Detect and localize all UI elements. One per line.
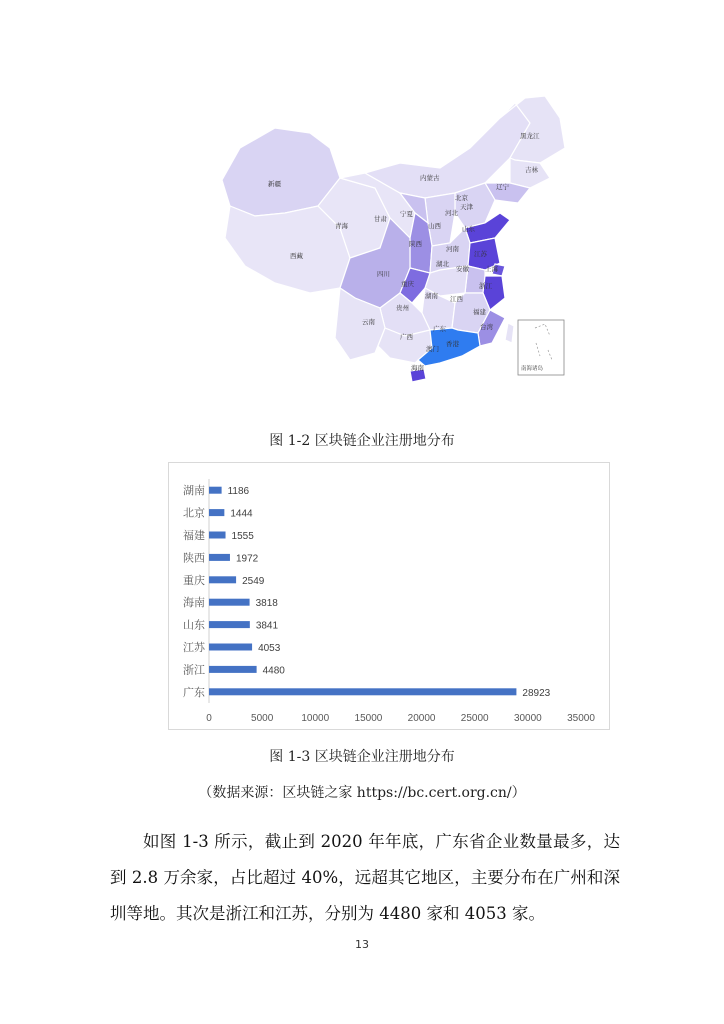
label-yunnan: 云南 (362, 318, 375, 326)
label-shanghai: 上海 (485, 265, 498, 273)
label-nanhai: 南海诸岛 (521, 366, 544, 372)
category-label: 北京 (183, 506, 205, 520)
data-label: 1444 (230, 508, 253, 520)
label-jiangxi: 江西 (450, 295, 463, 303)
label-liaoning: 辽宁 (496, 183, 509, 191)
label-beijing: 北京 (455, 194, 468, 202)
label-chongqing: 重庆 (401, 280, 414, 288)
category-label: 浙江 (183, 663, 205, 677)
label-neimenggu: 内蒙古 (420, 174, 440, 182)
data-label: 1186 (227, 486, 250, 498)
label-xianggang: 香港 (446, 340, 459, 348)
label-shaanxi: 陕西 (409, 240, 422, 248)
x-tick-label: 35000 (567, 713, 595, 724)
x-tick-label: 30000 (513, 713, 542, 724)
label-hunan: 湖南 (425, 292, 438, 300)
label-guizhou: 贵州 (396, 304, 409, 312)
bar (209, 599, 250, 606)
x-tick-label: 5000 (251, 713, 274, 724)
china-map (200, 88, 580, 383)
category-label: 海南 (183, 596, 205, 610)
data-label: 2549 (242, 575, 265, 587)
x-tick-label: 15000 (354, 713, 383, 724)
region-taiwan (505, 323, 514, 343)
bar-chart (168, 462, 610, 730)
label-henan: 河南 (446, 245, 459, 253)
category-label: 山东 (183, 618, 205, 632)
page-number: 13 (355, 938, 369, 951)
category-label: 陕西 (183, 551, 205, 565)
label-heilongjiang: 黑龙江 (520, 132, 540, 140)
label-guangxi: 广西 (400, 333, 413, 341)
data-label: 3841 (255, 620, 279, 632)
bar-chart-svg (169, 463, 609, 729)
x-tick-label: 20000 (407, 713, 436, 724)
bar (209, 532, 226, 539)
label-gansu: 甘肃 (374, 215, 387, 223)
bar (209, 666, 257, 673)
label-jiangsu: 江苏 (474, 250, 487, 258)
data-source: （数据来源：区块链之家 https://bc.cert.org.cn/） (198, 785, 526, 801)
label-zhejiang: 浙江 (479, 282, 492, 290)
label-aomen: 澳门 (426, 345, 439, 353)
label-taiwan: 台湾 (480, 323, 493, 331)
data-label: 4053 (258, 643, 281, 654)
x-tick-label: 0 (206, 713, 212, 724)
paragraph-text: 如图 1-3 所示，截止到 2020 年年底，广东省企业数量最多，达到 2.8 万余家，占比超过 40%，远超其它地区，主要分布在广州和深圳等地。其次是浙江和江苏，分别为 4480 家和 4053 家。 (110, 832, 620, 923)
label-ningxia: 宁夏 (400, 210, 413, 218)
data-label: 1972 (235, 553, 259, 565)
bar (209, 688, 516, 695)
figure-1-3-caption: 图 1-3 区块链企业注册地分布 (269, 749, 455, 765)
bar (209, 621, 250, 628)
data-label: 28923 (522, 687, 551, 699)
category-label: 江苏 (183, 641, 205, 654)
data-label: 4480 (262, 665, 285, 677)
figure-1-2-caption: 图 1-2 区块链企业注册地分布 (269, 433, 455, 449)
label-shanxi: 山西 (428, 222, 441, 230)
label-qinghai: 青海 (335, 222, 348, 230)
bar (209, 644, 252, 651)
label-sichuan: 四川 (377, 270, 390, 278)
category-label: 福建 (183, 529, 205, 542)
data-label: 1555 (231, 531, 254, 542)
bar (209, 554, 230, 561)
category-label: 广东 (183, 685, 205, 699)
x-tick-label: 10000 (301, 713, 330, 724)
x-tick-label: 25000 (460, 713, 489, 724)
category-label: 重庆 (183, 573, 205, 587)
label-guangdong: 广东 (433, 325, 446, 333)
bar (209, 509, 224, 516)
bar (209, 487, 222, 494)
data-label: 3818 (255, 598, 278, 610)
label-shandong: 山东 (462, 225, 475, 233)
label-xinjiang: 新疆 (268, 180, 281, 188)
label-hubei: 湖北 (436, 260, 449, 268)
body-paragraph (110, 824, 620, 932)
label-xizang: 西藏 (290, 252, 303, 260)
label-tianjin: 天津 (460, 203, 473, 211)
label-hebei: 河北 (445, 209, 458, 217)
category-label: 湖南 (183, 484, 205, 498)
label-jilin: 吉林 (525, 166, 538, 174)
label-anhui: 安徽 (456, 265, 469, 273)
bar (209, 576, 236, 583)
label-hainan: 海南 (411, 364, 424, 372)
label-fujian: 福建 (473, 308, 486, 316)
